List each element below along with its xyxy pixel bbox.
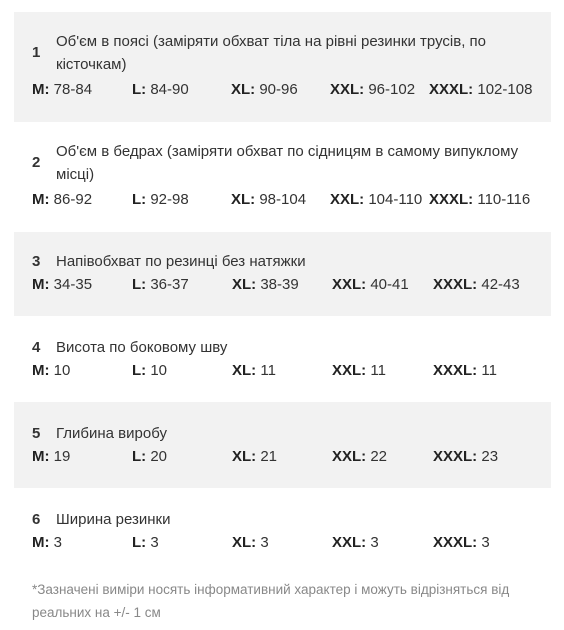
- size-row-waist: [14, 12, 551, 122]
- size-label: M:: [32, 81, 50, 98]
- row-header: [32, 140, 543, 186]
- size-xxl: [330, 79, 415, 101]
- row-title: Об'єм в бедрах (заміряти обхват по сідницям в самому випуклому місці): [56, 143, 519, 183]
- size-label: M:: [32, 276, 50, 293]
- size-xxxl: [429, 79, 532, 101]
- row-number: 6: [32, 511, 41, 528]
- size-l: [132, 360, 167, 382]
- size-value: 3: [150, 534, 159, 551]
- row-number: 1: [32, 44, 41, 61]
- disclaimer-note: *Зазначені виміри носять інформативний характер і можуть відрізняться від реальних на +/- 1 см: [32, 582, 510, 620]
- size-m: [32, 189, 92, 211]
- size-value: 110-116: [477, 191, 531, 208]
- size-value: 102-108: [477, 81, 533, 98]
- size-value: 84-90: [150, 81, 189, 98]
- size-values: [32, 79, 543, 101]
- size-value: 40-41: [370, 276, 409, 293]
- size-xl: [232, 446, 277, 468]
- size-value: 11: [260, 362, 276, 379]
- size-chart-table: [14, 12, 551, 574]
- row-header: [32, 30, 543, 76]
- size-label: XL:: [232, 276, 257, 293]
- size-value: 36-37: [150, 276, 189, 293]
- size-label: M:: [32, 191, 50, 208]
- size-row-hips: [14, 122, 551, 232]
- size-xxl: [332, 446, 387, 468]
- row-number: 4: [32, 339, 41, 356]
- size-value: 3: [481, 534, 490, 551]
- size-label: L:: [132, 362, 147, 379]
- size-m: [32, 446, 70, 468]
- size-value: 104-110: [368, 191, 423, 208]
- size-label: XXL:: [332, 362, 367, 379]
- size-label: M:: [32, 362, 50, 379]
- size-values: [32, 274, 543, 296]
- size-m: [32, 360, 70, 382]
- size-m: [32, 79, 92, 101]
- size-value: 34-35: [53, 276, 93, 293]
- size-value: 11: [481, 362, 497, 379]
- size-label: XXL:: [330, 81, 365, 98]
- size-value: 21: [260, 448, 278, 465]
- size-xxxl: [429, 189, 530, 211]
- size-label: XL:: [232, 448, 257, 465]
- size-label: XXXL:: [433, 534, 478, 551]
- size-value: 23: [481, 448, 499, 465]
- size-xxl: [332, 274, 409, 296]
- size-row-half-girth: [14, 232, 551, 316]
- size-xl: [232, 532, 269, 554]
- size-xl: [232, 274, 299, 296]
- size-values: [32, 189, 543, 211]
- size-value: 3: [370, 534, 379, 551]
- row-title: Висота по боковому шву: [56, 339, 228, 356]
- size-value: 22: [370, 448, 388, 465]
- size-label: L:: [132, 534, 147, 551]
- size-label: XXXL:: [433, 448, 478, 465]
- size-values: [32, 446, 543, 468]
- size-label: XXL:: [330, 191, 365, 208]
- size-values: [32, 360, 543, 382]
- row-header: [32, 422, 543, 445]
- size-label: XL:: [231, 81, 256, 98]
- size-value: 11: [370, 362, 386, 379]
- size-m: [32, 532, 62, 554]
- size-l: [132, 79, 189, 101]
- size-label: L:: [132, 276, 147, 293]
- size-value: 20: [150, 448, 168, 465]
- size-label: XXXL:: [433, 362, 478, 379]
- size-l: [132, 189, 189, 211]
- size-value: 78-84: [53, 81, 93, 98]
- size-row-band-width: [14, 488, 551, 574]
- size-row-depth: [14, 402, 551, 488]
- row-header: [32, 250, 543, 273]
- size-xxxl: [433, 274, 520, 296]
- size-xxxl: [433, 360, 497, 382]
- size-label: M:: [32, 534, 50, 551]
- size-value: 98-104: [259, 191, 307, 208]
- row-header: [32, 508, 543, 531]
- size-value: 90-96: [259, 81, 298, 98]
- size-value: 86-92: [53, 191, 93, 208]
- size-xl: [232, 360, 276, 382]
- size-label: L:: [132, 81, 147, 98]
- size-label: XXL:: [332, 534, 367, 551]
- size-row-side-height: [14, 316, 551, 402]
- row-header: [32, 336, 543, 359]
- row-title: Напівобхват по резинці без натяжки: [56, 253, 306, 270]
- row-title: Глибина виробу: [56, 425, 167, 442]
- size-label: XXL:: [332, 276, 367, 293]
- size-value: 10: [150, 362, 168, 379]
- size-label: XL:: [232, 534, 257, 551]
- size-label: XL:: [231, 191, 256, 208]
- size-xxl: [332, 532, 379, 554]
- size-xxl: [330, 189, 422, 211]
- size-value: 38-39: [260, 276, 299, 293]
- size-xxxl: [433, 532, 490, 554]
- size-value: 19: [53, 448, 71, 465]
- row-title: Об'єм в поясі (заміряти обхват тіла на рівні резинки трусів, по кісточкам): [56, 33, 487, 73]
- size-value: 92-98: [150, 191, 189, 208]
- size-label: L:: [132, 191, 147, 208]
- size-label: XXXL:: [429, 81, 474, 98]
- size-value: 3: [53, 534, 63, 551]
- size-label: XXXL:: [429, 191, 474, 208]
- size-xl: [231, 189, 306, 211]
- size-xxxl: [433, 446, 498, 468]
- size-label: L:: [132, 448, 147, 465]
- size-value: 10: [53, 362, 71, 379]
- size-label: XL:: [232, 362, 257, 379]
- size-value: 3: [260, 534, 269, 551]
- size-label: M:: [32, 448, 50, 465]
- row-number: 2: [32, 154, 41, 171]
- size-xxl: [332, 360, 386, 382]
- size-value: 42-43: [481, 276, 520, 293]
- size-l: [132, 446, 167, 468]
- size-label: XXL:: [332, 448, 367, 465]
- size-value: 96-102: [368, 81, 416, 98]
- row-number: 3: [32, 253, 41, 270]
- size-l: [132, 532, 159, 554]
- row-number: 5: [32, 425, 41, 442]
- size-l: [132, 274, 189, 296]
- row-title: Ширина резинки: [56, 511, 171, 528]
- size-values: [32, 532, 543, 554]
- size-m: [32, 274, 92, 296]
- size-xl: [231, 79, 298, 101]
- size-label: XXXL:: [433, 276, 478, 293]
